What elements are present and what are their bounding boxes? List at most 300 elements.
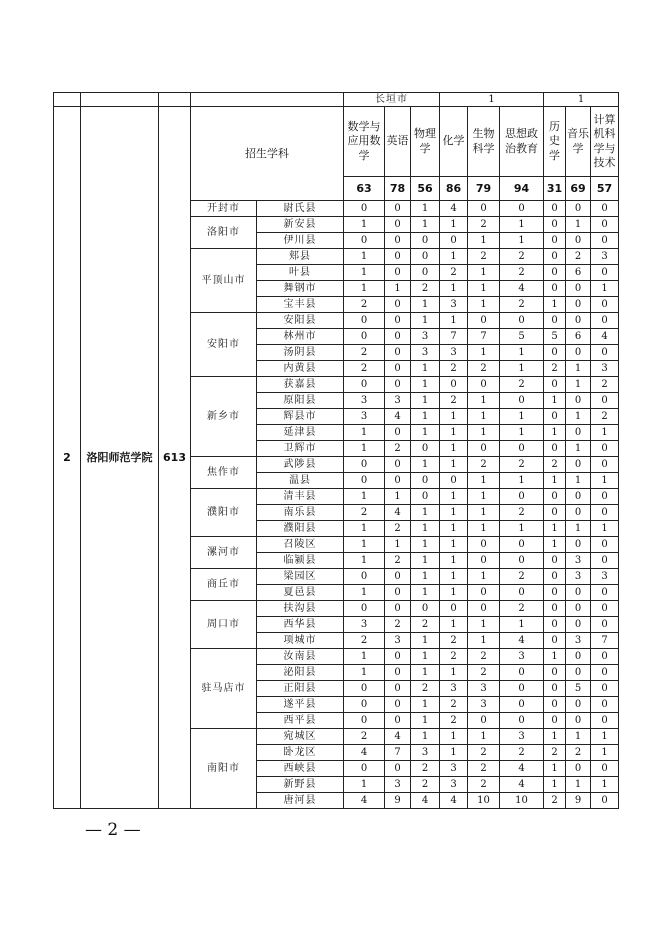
value-cell: 1 <box>468 425 500 441</box>
value-cell: 1 <box>344 441 385 457</box>
value-cell: 4 <box>440 793 468 809</box>
value-cell: 1 <box>566 377 591 393</box>
value-cell: 1 <box>344 665 385 681</box>
value-cell: 0 <box>344 713 385 729</box>
value-cell: 0 <box>385 601 411 617</box>
value-cell: 1 <box>411 569 440 585</box>
value-cell: 0 <box>566 281 591 297</box>
value-cell: 0 <box>591 793 619 809</box>
value-cell: 0 <box>591 697 619 713</box>
value-cell: 5 <box>500 329 544 345</box>
subject-total: 31 <box>544 177 566 201</box>
value-cell: 1 <box>544 729 566 745</box>
subject-total: 86 <box>440 177 468 201</box>
value-cell: 1 <box>411 537 440 553</box>
top-row <box>54 93 619 107</box>
city-cell: 新乡市 <box>191 377 257 457</box>
value-cell: 1 <box>500 345 544 361</box>
value-cell: 0 <box>468 585 500 601</box>
value-cell: 1 <box>566 521 591 537</box>
value-cell: 2 <box>344 361 385 377</box>
value-cell: 3 <box>440 345 468 361</box>
value-cell: 0 <box>544 489 566 505</box>
city-cell: 焦作市 <box>191 457 257 489</box>
value-cell: 0 <box>566 345 591 361</box>
value-cell: 1 <box>468 617 500 633</box>
value-cell: 1 <box>468 265 500 281</box>
county-cell: 辉县市 <box>257 409 344 425</box>
city-cell: 安阳市 <box>191 313 257 377</box>
value-cell: 1 <box>468 473 500 489</box>
value-cell: 1 <box>411 713 440 729</box>
value-cell: 3 <box>344 617 385 633</box>
value-cell: 1 <box>440 313 468 329</box>
value-cell: 0 <box>385 361 411 377</box>
value-cell: 3 <box>566 633 591 649</box>
value-cell: 1 <box>544 425 566 441</box>
value-cell: 2 <box>440 265 468 281</box>
value-cell: 0 <box>544 345 566 361</box>
value-cell: 2 <box>440 713 468 729</box>
value-cell: 1 <box>411 393 440 409</box>
value-cell: 0 <box>566 665 591 681</box>
value-cell: 1 <box>344 553 385 569</box>
value-cell: 0 <box>468 713 500 729</box>
value-cell: 0 <box>591 297 619 313</box>
value-cell: 1 <box>411 585 440 601</box>
value-cell: 1 <box>544 649 566 665</box>
value-cell: 0 <box>566 649 591 665</box>
county-cell: 卫辉市 <box>257 441 344 457</box>
subject-total: 78 <box>385 177 411 201</box>
value-cell: 0 <box>591 201 619 217</box>
value-cell: 0 <box>411 233 440 249</box>
county-cell: 宛城区 <box>257 729 344 745</box>
value-cell: 4 <box>500 777 544 793</box>
value-cell: 4 <box>385 409 411 425</box>
value-cell: 2 <box>411 777 440 793</box>
value-cell: 1 <box>468 233 500 249</box>
county-cell: 西峡县 <box>257 761 344 777</box>
value-cell: 0 <box>544 265 566 281</box>
value-cell: 0 <box>544 697 566 713</box>
value-cell: 1 <box>411 457 440 473</box>
value-cell: 6 <box>566 329 591 345</box>
county-cell: 郏县 <box>257 249 344 265</box>
value-cell: 0 <box>566 297 591 313</box>
value-cell: 0 <box>385 473 411 489</box>
value-cell: 0 <box>591 585 619 601</box>
value-cell: 1 <box>591 729 619 745</box>
subject-total: 63 <box>344 177 385 201</box>
value-cell: 0 <box>566 617 591 633</box>
value-cell: 1 <box>468 633 500 649</box>
city-cell: 漯河市 <box>191 537 257 569</box>
subject-header: 英语 <box>385 107 411 177</box>
value-cell: 1 <box>544 393 566 409</box>
city-cell: 商丘市 <box>191 569 257 601</box>
value-cell: 0 <box>591 313 619 329</box>
subject-total: 56 <box>411 177 440 201</box>
value-cell: 1 <box>591 521 619 537</box>
value-cell: 1 <box>500 425 544 441</box>
value-cell: 1 <box>500 617 544 633</box>
value-cell: 2 <box>385 441 411 457</box>
value-cell: 1 <box>440 745 468 761</box>
value-cell: 2 <box>468 649 500 665</box>
value-cell: 0 <box>411 489 440 505</box>
value-cell: 0 <box>566 201 591 217</box>
value-cell: 4 <box>344 745 385 761</box>
value-cell: 0 <box>440 233 468 249</box>
value-cell: 1 <box>344 489 385 505</box>
county-cell: 南乐县 <box>257 505 344 521</box>
value-cell: 3 <box>440 297 468 313</box>
value-cell: 0 <box>591 601 619 617</box>
value-cell: 0 <box>500 489 544 505</box>
value-cell: 0 <box>544 553 566 569</box>
value-cell: 0 <box>500 553 544 569</box>
subject-header: 化学 <box>440 107 468 177</box>
city-cell: 平顶山市 <box>191 249 257 313</box>
value-cell: 0 <box>566 585 591 601</box>
value-cell: 1 <box>440 457 468 473</box>
value-cell: 0 <box>411 473 440 489</box>
county-cell: 林州市 <box>257 329 344 345</box>
value-cell: 0 <box>544 249 566 265</box>
subject-total: 79 <box>468 177 500 201</box>
county-cell: 原阳县 <box>257 393 344 409</box>
subject-header: 物理学 <box>411 107 440 177</box>
value-cell: 2 <box>440 633 468 649</box>
value-cell: 1 <box>344 649 385 665</box>
value-cell: 3 <box>591 569 619 585</box>
value-cell: 1 <box>566 729 591 745</box>
value-cell: 1 <box>385 489 411 505</box>
sequence-number: 2 <box>54 107 81 809</box>
county-cell: 正阳县 <box>257 681 344 697</box>
value-cell: 2 <box>500 377 544 393</box>
value-cell: 0 <box>385 761 411 777</box>
value-cell: 3 <box>500 649 544 665</box>
value-cell: 1 <box>344 521 385 537</box>
value-cell: 0 <box>544 569 566 585</box>
value-cell: 3 <box>468 681 500 697</box>
value-cell: 0 <box>591 217 619 233</box>
value-cell: 1 <box>411 729 440 745</box>
top-row-county: 长垣市 <box>344 93 440 107</box>
value-cell: 2 <box>385 521 411 537</box>
value-cell: 4 <box>500 633 544 649</box>
value-cell: 1 <box>566 473 591 489</box>
value-cell: 1 <box>440 585 468 601</box>
value-cell: 7 <box>385 745 411 761</box>
subject-header-label: 招生学科 <box>191 107 344 201</box>
county-cell: 西平县 <box>257 713 344 729</box>
value-cell: 2 <box>468 745 500 761</box>
value-cell: 2 <box>500 745 544 761</box>
value-cell: 0 <box>591 761 619 777</box>
value-cell: 1 <box>468 505 500 521</box>
value-cell: 0 <box>500 713 544 729</box>
value-cell: 1 <box>411 521 440 537</box>
value-cell: 7 <box>440 329 468 345</box>
value-cell: 1 <box>500 361 544 377</box>
value-cell: 1 <box>468 569 500 585</box>
value-cell: 2 <box>344 633 385 649</box>
value-cell: 2 <box>468 361 500 377</box>
value-cell: 0 <box>500 537 544 553</box>
value-cell: 0 <box>344 473 385 489</box>
value-cell: 0 <box>544 713 566 729</box>
value-cell: 2 <box>440 361 468 377</box>
value-cell: 1 <box>411 633 440 649</box>
value-cell: 1 <box>344 425 385 441</box>
value-cell: 2 <box>411 617 440 633</box>
county-cell: 伊川县 <box>257 233 344 249</box>
value-cell: 0 <box>544 681 566 697</box>
county-cell: 卧龙区 <box>257 745 344 761</box>
county-cell: 扶沟县 <box>257 601 344 617</box>
county-cell: 西华县 <box>257 617 344 633</box>
value-cell: 1 <box>440 729 468 745</box>
value-cell: 0 <box>385 217 411 233</box>
value-cell: 2 <box>468 777 500 793</box>
value-cell: 0 <box>591 681 619 697</box>
subject-header: 数学与应用数学 <box>344 107 385 177</box>
value-cell: 0 <box>344 601 385 617</box>
value-cell: 0 <box>591 441 619 457</box>
county-cell: 临颍县 <box>257 553 344 569</box>
value-cell: 1 <box>591 281 619 297</box>
value-cell: 1 <box>468 345 500 361</box>
county-cell: 获嘉县 <box>257 377 344 393</box>
value-cell: 4 <box>385 729 411 745</box>
value-cell: 4 <box>344 793 385 809</box>
subject-total: 94 <box>500 177 544 201</box>
value-cell: 2 <box>544 793 566 809</box>
value-cell: 1 <box>411 425 440 441</box>
county-cell: 内黄县 <box>257 361 344 377</box>
value-cell: 0 <box>344 761 385 777</box>
value-cell: 1 <box>468 521 500 537</box>
value-cell: 0 <box>385 681 411 697</box>
value-cell: 0 <box>411 601 440 617</box>
value-cell: 0 <box>344 233 385 249</box>
value-cell: 2 <box>591 409 619 425</box>
county-cell: 唐河县 <box>257 793 344 809</box>
value-cell: 0 <box>500 393 544 409</box>
value-cell: 0 <box>411 249 440 265</box>
value-cell: 3 <box>566 553 591 569</box>
value-cell: 0 <box>385 665 411 681</box>
value-cell: 1 <box>411 361 440 377</box>
county-cell: 汤阴县 <box>257 345 344 361</box>
value-cell: 1 <box>566 409 591 425</box>
value-cell: 0 <box>411 265 440 281</box>
value-cell: 2 <box>344 505 385 521</box>
value-cell: 10 <box>500 793 544 809</box>
value-cell: 1 <box>544 777 566 793</box>
value-cell: 1 <box>440 537 468 553</box>
top-row-value-a: 1 <box>440 93 544 107</box>
value-cell: 1 <box>468 489 500 505</box>
value-cell: 3 <box>385 777 411 793</box>
value-cell: 1 <box>440 505 468 521</box>
value-cell: 0 <box>566 761 591 777</box>
county-cell: 尉氏县 <box>257 201 344 217</box>
county-cell: 汝南县 <box>257 649 344 665</box>
value-cell: 3 <box>411 345 440 361</box>
value-cell: 0 <box>385 713 411 729</box>
value-cell: 1 <box>440 249 468 265</box>
county-cell: 舞钢市 <box>257 281 344 297</box>
county-cell: 召陵区 <box>257 537 344 553</box>
value-cell: 1 <box>544 537 566 553</box>
value-cell: 0 <box>411 441 440 457</box>
value-cell: 0 <box>385 425 411 441</box>
institution-total: 613 <box>159 107 191 809</box>
value-cell: 1 <box>440 281 468 297</box>
value-cell: 2 <box>500 601 544 617</box>
value-cell: 1 <box>411 649 440 665</box>
value-cell: 1 <box>344 265 385 281</box>
subject-header: 音乐学 <box>566 107 591 177</box>
value-cell: 1 <box>344 537 385 553</box>
value-cell: 7 <box>591 633 619 649</box>
value-cell: 0 <box>566 313 591 329</box>
county-cell: 项城市 <box>257 633 344 649</box>
value-cell: 3 <box>440 681 468 697</box>
value-cell: 0 <box>566 713 591 729</box>
value-cell: 5 <box>544 329 566 345</box>
value-cell: 0 <box>344 457 385 473</box>
value-cell: 0 <box>344 201 385 217</box>
county-cell: 泌阳县 <box>257 665 344 681</box>
value-cell: 1 <box>544 297 566 313</box>
county-cell: 梁园区 <box>257 569 344 585</box>
value-cell: 0 <box>544 505 566 521</box>
value-cell: 0 <box>544 281 566 297</box>
top-row-blank <box>81 93 159 107</box>
value-cell: 0 <box>344 329 385 345</box>
value-cell: 3 <box>411 745 440 761</box>
value-cell: 1 <box>591 745 619 761</box>
value-cell: 0 <box>591 505 619 521</box>
value-cell: 1 <box>591 425 619 441</box>
value-cell: 1 <box>440 569 468 585</box>
value-cell: 5 <box>566 681 591 697</box>
county-cell: 宝丰县 <box>257 297 344 313</box>
value-cell: 3 <box>385 393 411 409</box>
value-cell: 1 <box>566 217 591 233</box>
value-cell: 2 <box>411 761 440 777</box>
value-cell: 0 <box>468 313 500 329</box>
city-cell: 南阳市 <box>191 729 257 809</box>
value-cell: 3 <box>440 761 468 777</box>
value-cell: 0 <box>544 377 566 393</box>
value-cell: 0 <box>385 377 411 393</box>
value-cell: 4 <box>440 201 468 217</box>
value-cell: 1 <box>468 297 500 313</box>
value-cell: 0 <box>385 233 411 249</box>
value-cell: 0 <box>385 265 411 281</box>
value-cell: 0 <box>566 457 591 473</box>
value-cell: 0 <box>468 553 500 569</box>
city-cell: 开封市 <box>191 201 257 217</box>
value-cell: 2 <box>440 649 468 665</box>
value-cell: 4 <box>385 505 411 521</box>
value-cell: 1 <box>440 617 468 633</box>
value-cell: 2 <box>385 617 411 633</box>
value-cell: 2 <box>411 681 440 697</box>
value-cell: 0 <box>544 441 566 457</box>
value-cell: 0 <box>385 569 411 585</box>
value-cell: 2 <box>500 265 544 281</box>
value-cell: 0 <box>500 313 544 329</box>
county-cell: 安阳县 <box>257 313 344 329</box>
value-cell: 1 <box>385 537 411 553</box>
value-cell: 4 <box>500 281 544 297</box>
value-cell: 1 <box>591 473 619 489</box>
value-cell: 3 <box>500 729 544 745</box>
value-cell: 0 <box>591 393 619 409</box>
subject-total: 57 <box>591 177 619 201</box>
value-cell: 0 <box>544 201 566 217</box>
value-cell: 0 <box>344 681 385 697</box>
value-cell: 0 <box>566 393 591 409</box>
value-cell: 0 <box>385 249 411 265</box>
value-cell: 1 <box>468 729 500 745</box>
value-cell: 0 <box>500 681 544 697</box>
value-cell: 1 <box>385 281 411 297</box>
value-cell: 0 <box>385 313 411 329</box>
value-cell: 1 <box>411 377 440 393</box>
subject-header: 思想政治教育 <box>500 107 544 177</box>
value-cell: 0 <box>566 697 591 713</box>
institution-name: 洛阳师范学院 <box>81 107 159 809</box>
value-cell: 2 <box>468 217 500 233</box>
county-cell: 叶县 <box>257 265 344 281</box>
value-cell: 0 <box>591 489 619 505</box>
value-cell: 0 <box>500 697 544 713</box>
value-cell: 0 <box>591 345 619 361</box>
value-cell: 0 <box>566 601 591 617</box>
county-cell: 武陟县 <box>257 457 344 473</box>
value-cell: 0 <box>500 201 544 217</box>
value-cell: 0 <box>344 569 385 585</box>
value-cell: 1 <box>500 409 544 425</box>
value-cell: 3 <box>566 569 591 585</box>
value-cell: 0 <box>544 409 566 425</box>
value-cell: 0 <box>344 377 385 393</box>
top-row-value-b: 1 <box>544 93 619 107</box>
value-cell: 0 <box>385 345 411 361</box>
value-cell: 3 <box>411 329 440 345</box>
value-cell: 0 <box>544 633 566 649</box>
value-cell: 3 <box>468 697 500 713</box>
value-cell: 4 <box>591 329 619 345</box>
value-cell: 0 <box>468 441 500 457</box>
value-cell: 4 <box>500 761 544 777</box>
value-cell: 1 <box>440 409 468 425</box>
value-cell: 3 <box>440 777 468 793</box>
value-cell: 0 <box>440 377 468 393</box>
value-cell: 1 <box>411 217 440 233</box>
value-cell: 0 <box>385 585 411 601</box>
value-cell: 2 <box>566 249 591 265</box>
value-cell: 0 <box>385 457 411 473</box>
